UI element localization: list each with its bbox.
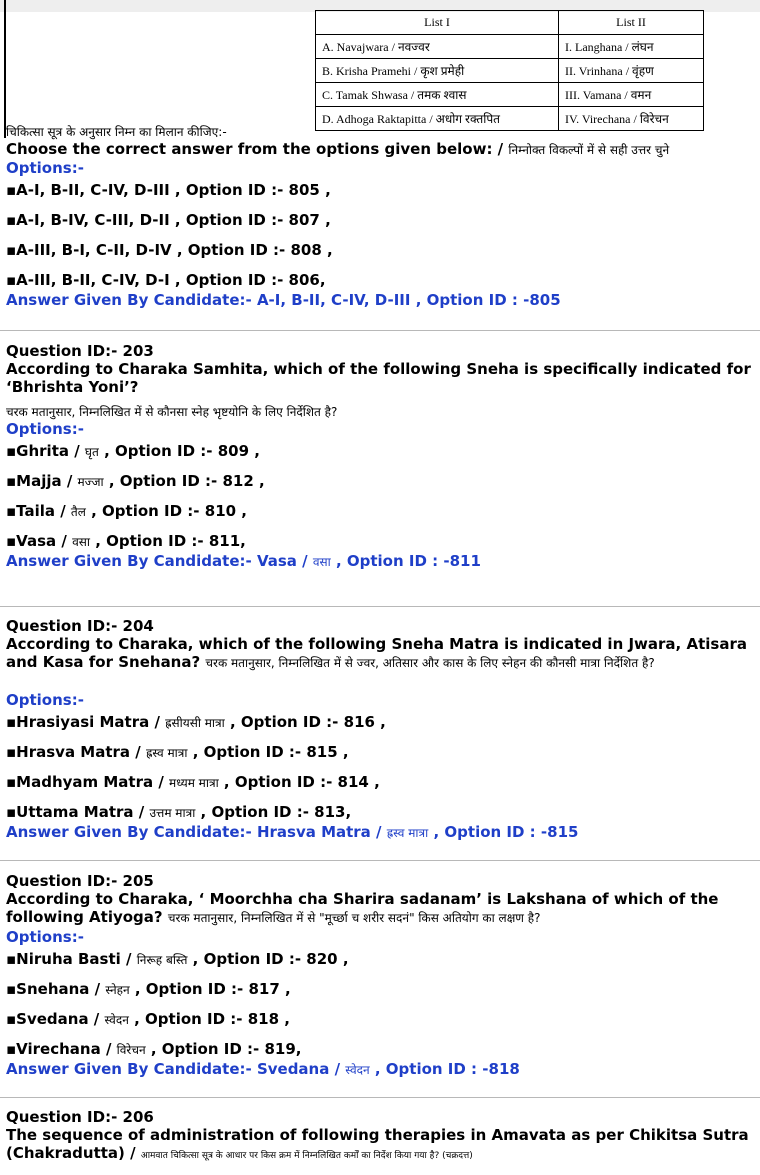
option-hi: स्नेहन	[105, 983, 130, 997]
option-hi: वसा	[72, 535, 90, 549]
option-en: ▪Vasa /	[6, 532, 73, 550]
option-id: , Option ID :- 818 ,	[128, 1010, 290, 1028]
option-en: ▪Uttama Matra /	[6, 803, 150, 821]
option-id: , Option ID :- 812 ,	[103, 472, 265, 490]
question-id: Question ID:- 206	[6, 1108, 154, 1126]
question-id: Question ID:- 204	[6, 617, 154, 635]
answer-hi: स्वेदन	[345, 1063, 370, 1077]
option-en: ▪Hrasiyasi Matra /	[6, 713, 166, 731]
option-hi: उत्तम मात्रा	[149, 806, 196, 820]
divider	[0, 1097, 760, 1098]
option-en: ▪Hrasva Matra /	[6, 743, 146, 761]
match-table	[315, 10, 704, 131]
option	[6, 442, 760, 472]
option-en: ▪Snehana /	[6, 980, 106, 998]
question-en: According to Charaka, ‘ Moorchha cha Sharira sadanam’ is Lakshana of which of the following Atiyoga?	[6, 890, 719, 926]
option-id: , Option ID :- 815 ,	[187, 743, 349, 761]
option	[6, 1010, 760, 1040]
option-id: , Option ID :- 820 ,	[187, 950, 349, 968]
options-label: Options:-	[6, 928, 84, 946]
option-hi: निरूह बस्ति	[136, 953, 188, 967]
answer-given	[6, 823, 760, 842]
option: ▪A-III, B-II, C-IV, D-I , Option ID :- 806,	[6, 271, 326, 289]
option: ▪A-I, B-IV, C-III, D-II , Option ID :- 807 ,	[6, 211, 331, 229]
table-cell: II. Vrinhana / वृंहण	[559, 59, 704, 83]
option: ▪A-I, B-II, C-IV, D-III , Option ID :- 805 ,	[6, 181, 331, 199]
table-cell: IV. Virechana / विरेचन	[559, 107, 704, 131]
option-id: , Option ID :- 817 ,	[129, 980, 291, 998]
option-id: , Option ID :- 810 ,	[85, 502, 247, 520]
question-206	[6, 1108, 760, 1165]
options-label: Options:-	[6, 420, 84, 438]
table-cell: C. Tamak Shwasa / तमक श्वास	[316, 83, 559, 107]
option-hi: मध्यम मात्रा	[169, 776, 219, 790]
table-cell: A. Navajwara / नवज्वर	[316, 35, 559, 59]
option	[6, 743, 760, 773]
option	[6, 472, 760, 502]
answer-given	[6, 1060, 760, 1079]
option-en: ▪Taila /	[6, 502, 71, 520]
option-id: , Option ID :- 814 ,	[218, 773, 380, 791]
answer-en: Answer Given By Candidate:- Hrasva Matra /	[6, 823, 387, 841]
question-203	[6, 342, 760, 571]
options-label: Options:-	[6, 159, 84, 177]
answer-given	[6, 552, 760, 571]
option-id: , Option ID :- 819,	[145, 1040, 302, 1058]
answer-id: , Option ID : -811	[330, 552, 481, 570]
question-id: Question ID:- 205	[6, 872, 154, 890]
option-hi: विरेचन	[116, 1043, 146, 1057]
answer-hi: वसा	[312, 555, 331, 569]
question-hindi: चरक मतानुसार, निम्नलिखित में से कौनसा स्नेह भृष्टयोनि के लिए निर्देशित है?	[6, 405, 338, 419]
table-cell: I. Langhana / लंघन	[559, 35, 704, 59]
option-id: , Option ID :- 813,	[195, 803, 352, 821]
table-cell: B. Krisha Pramehi / कृश प्रमेही	[316, 59, 559, 83]
options-label: Options:-	[6, 691, 84, 709]
answer-given: Answer Given By Candidate:- A-I, B-II, C-IV, D-III , Option ID : -805	[6, 291, 561, 309]
option-id: , Option ID :- 811,	[89, 532, 246, 550]
option-hi: स्वेदन	[104, 1013, 129, 1027]
option	[6, 713, 760, 743]
option-en: ▪Majja /	[6, 472, 78, 490]
option	[6, 803, 760, 823]
table-cell: D. Adhoga Raktapitta / अधोग रक्तपित	[316, 107, 559, 131]
question-202	[6, 124, 760, 309]
option-en: ▪Madhyam Matra /	[6, 773, 170, 791]
divider	[0, 606, 760, 607]
option-id: , Option ID :- 809 ,	[98, 442, 260, 460]
option-id: , Option ID :- 816 ,	[224, 713, 386, 731]
answer-en: Answer Given By Candidate:- Svedana /	[6, 1060, 346, 1078]
option	[6, 950, 760, 980]
choose-hi: निम्नोक्त विकल्पों में से सही उत्तर चुने	[508, 143, 670, 157]
question-text	[6, 635, 760, 691]
option-hi: ह्रस्व मात्रा	[145, 746, 188, 760]
question-text	[6, 1126, 760, 1165]
left-border-line	[4, 0, 6, 138]
question-205	[6, 872, 760, 1079]
answer-id: , Option ID : -815	[428, 823, 579, 841]
question-en: According to Charaka, which of the following Sneha Matra is indicated in Jwara, Atisara and Kasa for Snehana?	[6, 635, 747, 671]
option-hi: मज्जा	[77, 475, 104, 489]
option-hi: तैल	[70, 505, 86, 519]
divider	[0, 860, 760, 861]
choose-en: Choose the correct answer from the options given below: /	[6, 140, 509, 158]
answer-en: Answer Given By Candidate:- Vasa /	[6, 552, 313, 570]
option	[6, 773, 760, 803]
option-en: ▪Svedana /	[6, 1010, 105, 1028]
table-cell: III. Vamana / वमन	[559, 83, 704, 107]
question-en: The sequence of administration of following therapies in Amavata as per Chikitsa Sutra (Chakradutta) /	[6, 1126, 749, 1162]
table-header: List II	[559, 11, 704, 35]
question-id: Question ID:- 203	[6, 342, 154, 360]
option-en: ▪Ghrita /	[6, 442, 85, 460]
option	[6, 532, 760, 552]
question-text	[6, 890, 760, 928]
answer-id: , Option ID : -818	[369, 1060, 520, 1078]
option	[6, 502, 760, 532]
question-hindi: चिकित्सा सूत्र के अनुसार निम्न का मिलान कीजिए:-	[6, 125, 227, 139]
divider	[0, 330, 760, 331]
choose-instruction	[6, 140, 760, 159]
question-text: According to Charaka Samhita, which of the following Sneha is specifically indicated for ‘Bhrishta Yoni’?	[6, 360, 751, 396]
option	[6, 980, 760, 1010]
option	[6, 1040, 760, 1060]
question-hindi: चरक मतानुसार, निम्नलिखित में से ज्वर, अतिसार और कास के लिए स्नेहन की कौनसी मात्रा निर्देशित है?	[205, 656, 655, 670]
option-en: ▪Niruha Basti /	[6, 950, 137, 968]
option: ▪A-III, B-I, C-II, D-IV , Option ID :- 808 ,	[6, 241, 333, 259]
option-en: ▪Virechana /	[6, 1040, 117, 1058]
table-header: List I	[316, 11, 559, 35]
question-hindi: आमवात चिकित्सा सूत्र के आधार पर किस क्रम में निम्नलिखित कर्मों का निर्देश किया गया है? (चक्रदत्त)	[140, 1151, 473, 1161]
option-hi: घृत	[84, 445, 99, 459]
answer-hi: ह्रस्व मात्रा	[386, 826, 429, 840]
question-hindi: चरक मतानुसार, निम्नलिखित में से "मूर्च्छा च शरीर सदनं" किस अतियोग का लक्षण है?	[167, 911, 541, 925]
option-hi: ह्रसीयसी मात्रा	[165, 716, 225, 730]
question-204	[6, 617, 760, 842]
